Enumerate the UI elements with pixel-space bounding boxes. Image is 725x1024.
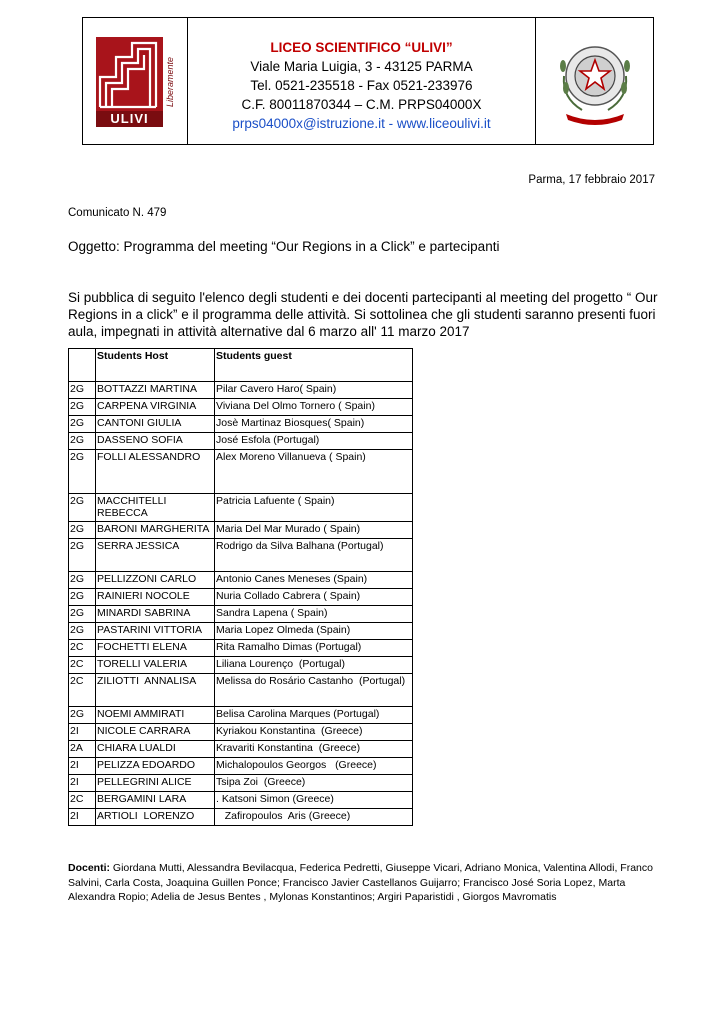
guest-student-cell: Pilar Cavero Haro( Spain) — [215, 382, 413, 399]
class-cell: 2C — [69, 657, 96, 674]
teachers-label: Docenti: — [68, 862, 110, 874]
host-student-cell: PELLEGRINI ALICE — [96, 775, 215, 792]
school-name: LICEO SCIENTIFICO “ULIVI” — [270, 40, 453, 55]
logo-mark — [96, 37, 163, 111]
letter-date: Parma, 17 febbraio 2017 — [528, 174, 655, 186]
table-row — [69, 572, 413, 589]
guest-student-cell: Maria Lopez Olmeda (Spain) — [215, 623, 413, 640]
students-table — [68, 348, 413, 826]
school-logo-cell — [83, 18, 188, 144]
host-student-cell: FOCHETTI ELENA — [96, 640, 215, 657]
host-student-cell: PASTARINI VITTORIA — [96, 623, 215, 640]
host-student-cell: CANTONI GIULIA — [96, 416, 215, 433]
class-cell: 2G — [69, 416, 96, 433]
table-header-row — [69, 349, 413, 382]
host-student-cell: PELLIZZONI CARLO — [96, 572, 215, 589]
letterhead — [82, 17, 654, 145]
guest-student-cell: José Esfola (Portugal) — [215, 433, 413, 450]
guest-student-cell: Rodrigo da Silva Balhana (Portugal) — [215, 539, 413, 572]
guest-student-cell: Kravariti Konstantina (Greece) — [215, 741, 413, 758]
table-row — [69, 724, 413, 741]
guest-student-cell: Sandra Lapena ( Spain) — [215, 606, 413, 623]
host-student-cell: BOTTAZZI MARTINA — [96, 382, 215, 399]
class-cell: 2I — [69, 724, 96, 741]
host-student-cell: MINARDI SABRINA — [96, 606, 215, 623]
class-cell: 2I — [69, 809, 96, 826]
table-row — [69, 775, 413, 792]
class-cell: 2G — [69, 572, 96, 589]
guest-student-cell: Antonio Canes Meneses (Spain) — [215, 572, 413, 589]
table-row — [69, 657, 413, 674]
class-cell: 2G — [69, 522, 96, 539]
table-row — [69, 623, 413, 640]
class-cell: 2G — [69, 433, 96, 450]
host-student-cell: FOLLI ALESSANDRO — [96, 450, 215, 494]
table-row — [69, 640, 413, 657]
comunicato-number: Comunicato N. 479 — [68, 207, 167, 219]
table-row — [69, 741, 413, 758]
table-row — [69, 792, 413, 809]
guest-student-cell: Viviana Del Olmo Tornero ( Spain) — [215, 399, 413, 416]
host-student-cell: NOEMI AMMIRATI — [96, 707, 215, 724]
table-row — [69, 399, 413, 416]
class-cell: 2C — [69, 640, 96, 657]
guest-student-cell: Nuria Collado Cabrera ( Spain) — [215, 589, 413, 606]
class-cell: 2C — [69, 792, 96, 809]
ulivi-logo — [96, 37, 176, 127]
class-cell: 2G — [69, 606, 96, 623]
school-phone: Tel. 0521-235518 - Fax 0521-233976 — [250, 78, 473, 93]
class-cell: 2C — [69, 674, 96, 707]
school-fiscal-code: C.F. 80011870344 – C.M. PRPS04000X — [241, 97, 482, 112]
class-cell: 2G — [69, 399, 96, 416]
guest-student-cell: Kyriakou Konstantina (Greece) — [215, 724, 413, 741]
table-row — [69, 758, 413, 775]
host-student-cell: SERRA JESSICA — [96, 539, 215, 572]
table-row — [69, 589, 413, 606]
class-cell: 2G — [69, 539, 96, 572]
host-student-cell: PELIZZA EDOARDO — [96, 758, 215, 775]
guest-student-cell: Melissa do Rosário Castanho (Portugal) — [215, 674, 413, 707]
class-column-header — [69, 349, 96, 382]
class-cell: 2G — [69, 589, 96, 606]
students-table-body — [69, 382, 413, 826]
class-cell: 2G — [69, 450, 96, 494]
guest-student-cell: Zafiropoulos Aris (Greece) — [215, 809, 413, 826]
guest-student-cell: Liliana Lourenço (Portugal) — [215, 657, 413, 674]
logo-wordmark: ULIVI — [96, 111, 163, 127]
guest-column-header: Students guest — [215, 349, 413, 382]
table-row — [69, 450, 413, 494]
guest-student-cell: Patricia Lafuente ( Spain) — [215, 494, 413, 522]
class-cell: 2G — [69, 623, 96, 640]
republic-emblem-icon — [552, 36, 638, 130]
guest-student-cell: . Katsoni Simon (Greece) — [215, 792, 413, 809]
host-student-cell: RAINIERI NOCOLE — [96, 589, 215, 606]
table-row — [69, 707, 413, 724]
school-info — [188, 18, 535, 144]
table-row — [69, 522, 413, 539]
teachers-names: Giordana Mutti, Alessandra Bevilacqua, Federica Pedretti, Giuseppe Vicari, Adriano Monica, Valentina Allodi, Franco Salvini, Carla Costa, Joaquina Guillen Ponce; Francisco Javier Castellanos Guijarro; Francisco José Soria Lopez, Marta Alexandra Ropio; Adelia de Jesus Bentes , Mylonas Konstantinos; Argiri Paparistidi , Giorgos Mavromatis — [68, 862, 653, 903]
host-student-cell: TORELLI VALERIA — [96, 657, 215, 674]
class-cell: 2G — [69, 707, 96, 724]
table-row — [69, 539, 413, 572]
host-student-cell: NICOLE CARRARA — [96, 724, 215, 741]
emblem-cell — [535, 18, 653, 144]
school-contact-links[interactable]: prps04000x@istruzione.it - www.liceoulivi.it — [232, 116, 491, 131]
guest-student-cell: Tsipa Zoi (Greece) — [215, 775, 413, 792]
guest-student-cell: Josè Martinaz Biosques( Spain) — [215, 416, 413, 433]
host-student-cell: ZILIOTTI ANNALISA — [96, 674, 215, 707]
class-cell: 2I — [69, 758, 96, 775]
host-student-cell: CHIARA LUALDI — [96, 741, 215, 758]
table-row — [69, 674, 413, 707]
table-row — [69, 433, 413, 450]
guest-student-cell: Alex Moreno Villanueva ( Spain) — [215, 450, 413, 494]
guest-student-cell: Rita Ramalho Dimas (Portugal) — [215, 640, 413, 657]
host-student-cell: CARPENA VIRGINIA — [96, 399, 215, 416]
guest-student-cell: Michalopoulos Georgos (Greece) — [215, 758, 413, 775]
logo-side-text: Liberamente — [165, 56, 175, 108]
host-column-header: Students Host — [96, 349, 215, 382]
class-cell: 2I — [69, 775, 96, 792]
intro-paragraph: Si pubblica di seguito l'elenco degli studenti e dei docenti partecipanti al meeting del progetto “ Our Regions in a click” e il programma delle attività. Si sottolinea che gli studenti saranno presenti fuori aula, impegnati in attività alternative dal 6 marzo all' 11 marzo 2017 — [68, 290, 658, 339]
class-cell: 2G — [69, 494, 96, 522]
class-cell: 2G — [69, 382, 96, 399]
teachers-list — [68, 861, 668, 905]
guest-student-cell: Maria Del Mar Murado ( Spain) — [215, 522, 413, 539]
guest-student-cell: Belisa Carolina Marques (Portugal) — [215, 707, 413, 724]
table-row — [69, 809, 413, 826]
class-cell: 2A — [69, 741, 96, 758]
letter-subject: Oggetto: Programma del meeting “Our Regions in a Click” e partecipanti — [68, 239, 500, 254]
table-row — [69, 606, 413, 623]
host-student-cell: DASSENO SOFIA — [96, 433, 215, 450]
host-student-cell: BARONI MARGHERITA — [96, 522, 215, 539]
table-row — [69, 494, 413, 522]
host-student-cell: MACCHITELLI REBECCA — [96, 494, 215, 522]
host-student-cell: BERGAMINI LARA — [96, 792, 215, 809]
school-address: Viale Maria Luigia, 3 - 43125 PARMA — [250, 59, 473, 74]
table-row — [69, 382, 413, 399]
table-row — [69, 416, 413, 433]
host-student-cell: ARTIOLI LORENZO — [96, 809, 215, 826]
